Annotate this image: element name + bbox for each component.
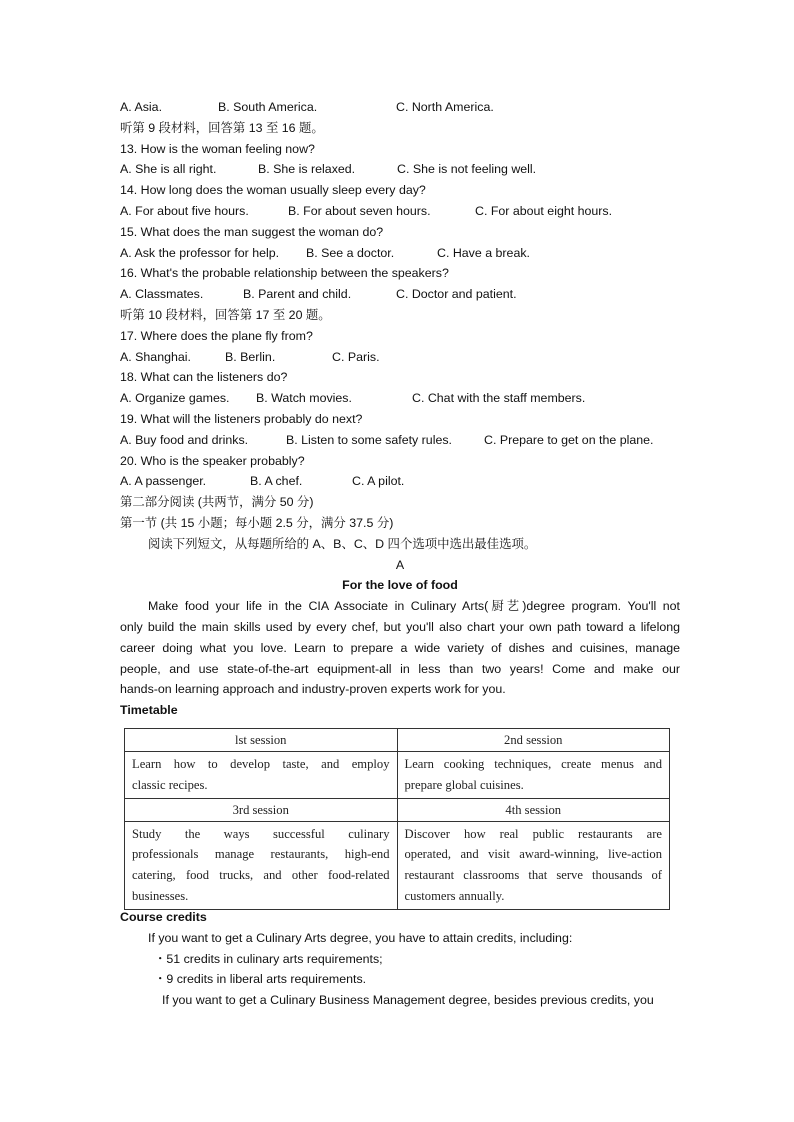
- cell-line: professionals manage restaurants, high-end: [132, 847, 390, 862]
- session-4-description: [397, 821, 670, 909]
- option-b: B. See a doctor.: [306, 245, 395, 260]
- timetable-heading: Timetable: [120, 703, 178, 718]
- q14-options: [120, 201, 680, 222]
- credits-item: ・9 credits in liberal arts requirements.: [154, 972, 367, 987]
- q18-options: [120, 388, 680, 409]
- credits-more: If you want to get a Culinary Business Management degree, besides previous credits, you: [162, 993, 654, 1008]
- option-a: A. Buy food and drinks.: [120, 432, 249, 447]
- q19-options: [120, 430, 680, 451]
- question-17: 17. Where does the plane fly from?: [120, 328, 313, 343]
- passage-title: For the love of food: [342, 578, 458, 593]
- cell-line: classic recipes.: [132, 777, 208, 792]
- option-a: A. Asia.: [120, 100, 163, 114]
- option-a: A. Classmates.: [120, 287, 204, 302]
- option-b: B. Listen to some safety rules.: [286, 432, 452, 447]
- question-20: 20. Who is the speaker probably?: [120, 453, 305, 468]
- option-b: B. For about seven hours.: [288, 203, 431, 218]
- cell-line: Discover how real public restaurants are: [404, 826, 662, 841]
- reading-instruction: 阅读下列短文，从每题所给的 A、B、C、D 四个选项中选出最佳选项。: [148, 536, 537, 551]
- option-c: C. Prepare to get on the plane.: [484, 432, 654, 447]
- session-1-heading: lst session: [125, 729, 398, 752]
- option-c: C. A pilot.: [352, 474, 405, 489]
- exam-page: [120, 97, 680, 721]
- section-10-instruction: 听第 10 段材料，回答第 17 至 20 题。: [120, 307, 331, 322]
- option-c: C. Have a break.: [437, 245, 530, 260]
- cell-line: customers annually.: [404, 888, 505, 903]
- credits-block: [120, 907, 680, 1011]
- option-b: B. She is relaxed.: [258, 162, 356, 177]
- passage-letter: A: [395, 557, 405, 572]
- section-9-instruction: 听第 9 段材料，回答第 13 至 16 题。: [120, 120, 324, 135]
- option-c: C. North America.: [396, 100, 494, 114]
- timetable: [124, 728, 670, 910]
- option-a: A. Shanghai.: [120, 349, 191, 364]
- intro-line: Make food your life in the CIA Associate in Culinary Arts(厨艺)degree program. You'll not: [148, 599, 680, 614]
- option-a: A. She is all right.: [120, 162, 217, 177]
- intro-line: people, and use state-of-the-art equipment-all in less than two years! Come and make our: [120, 661, 680, 676]
- option-c: C. She is not feeling well.: [397, 162, 537, 177]
- question-16: 16. What's the probable relationship between the speakers?: [120, 266, 449, 281]
- option-c: C. Chat with the staff members.: [412, 391, 586, 406]
- intro-line: career doing what you love. Learn to prepare a wide variety of dishes and cuisines, manage: [120, 640, 680, 655]
- q16-options: [120, 284, 680, 305]
- cell-line: businesses.: [132, 888, 189, 903]
- question-13: 13. How is the woman feeling now?: [120, 141, 315, 156]
- option-a: A. For about five hours.: [120, 203, 249, 218]
- option-a: A. A passenger.: [120, 474, 207, 489]
- option-b: B. Berlin.: [225, 349, 276, 364]
- question-15: 15. What does the man suggest the woman do?: [120, 224, 384, 239]
- credits-intro: If you want to get a Culinary Arts degree, you have to attain credits, including:: [148, 930, 573, 945]
- option-b: B. A chef.: [250, 474, 303, 489]
- cell-line: Study the ways successful culinary: [132, 826, 390, 841]
- session-1-description: [125, 752, 398, 799]
- intro-line: only build the main skills used by every chef, but you'll also chart your own path toward a lifelong: [120, 619, 680, 634]
- cell-line: catering, food trucks, and other food-related: [132, 868, 390, 883]
- question-18: 18. What can the listeners do?: [120, 370, 288, 385]
- question-19: 19. What will the listeners probably do next?: [120, 411, 363, 426]
- credits-heading: Course credits: [120, 910, 207, 924]
- cell-line: restaurant classrooms that serve thousands of: [404, 868, 662, 883]
- q17-options: [120, 347, 680, 368]
- session-3-heading: 3rd session: [125, 798, 398, 821]
- q13-options: [120, 159, 680, 180]
- option-b: B. South America.: [218, 100, 318, 114]
- option-c: C. Doctor and patient.: [396, 287, 517, 302]
- option-c: C. Paris.: [332, 349, 380, 364]
- cell-line: Learn how to develop taste, and employ: [132, 757, 390, 771]
- q15-options: [120, 243, 680, 264]
- cell-line: operated, and visit award-winning, live-action: [404, 847, 662, 862]
- question-14: 14. How long does the woman usually sleep every day?: [120, 183, 426, 198]
- session-2-heading: 2nd session: [397, 729, 670, 752]
- option-b: B. Parent and child.: [243, 287, 352, 302]
- option-b: B. Watch movies.: [256, 391, 352, 406]
- session-4-heading: 4th session: [397, 798, 670, 821]
- intro-line: hands-on learning approach and industry-proven experts work for you.: [120, 682, 506, 697]
- session-3-description: [125, 821, 398, 909]
- q12-options: [120, 97, 680, 118]
- option-c: C. For about eight hours.: [475, 203, 613, 218]
- reading-section-title: 第一节 (共 15 小题；每小题 2.5 分，满分 37.5 分): [120, 515, 394, 530]
- option-a: A. Ask the professor for help.: [120, 245, 280, 260]
- q20-options: [120, 471, 680, 492]
- option-a: A. Organize games.: [120, 391, 230, 406]
- cell-line: prepare global cuisines.: [404, 777, 524, 792]
- session-2-description: [397, 752, 670, 799]
- cell-line: Learn cooking techniques, create menus and: [404, 757, 662, 771]
- reading-part-title: 第二部分阅读 (共两节，满分 50 分): [120, 495, 314, 510]
- credits-item: ・51 credits in culinary arts requirements;: [154, 951, 383, 966]
